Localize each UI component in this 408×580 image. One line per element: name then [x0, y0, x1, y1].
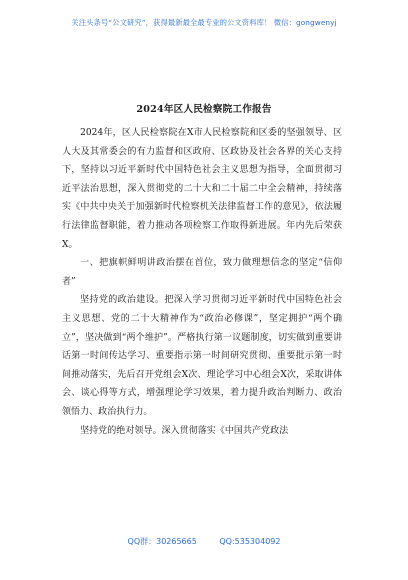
document-title: 2024年区人民检察院工作报告: [136, 104, 272, 115]
header-promo-note: 关注头条号“公文研究”，获得最新最全最专业的公文资料库！ 微信：gongwenyj: [71, 18, 337, 27]
footer-qq: QQ:535304092: [219, 537, 281, 546]
paragraph-political-building: 坚持党的政治建设。把深入学习贯彻习近平新时代中国特色社会主义思想、党的二十大精神作为“政治必修课”，坚定拥护“两个确立”，坚决做到“两个维护”。严格执行第一议题制度，切实做到重要讲话第一时间传达学习、重要指示第一时间研究贯彻、重要批示第一时间推动落实，先后召开党组会X次、理论学习中心组会X次，采取讲体会、谈心得等方式，增强理论学习效果，着力提升政治判断力、政治领悟力、政治执行力。: [62, 295, 342, 417]
footer-contact: [0, 536, 408, 547]
paragraph-intro: 2024年，区人民检察院在X市人民检察院和区委的坚强领导、区人大及其常委会的有力监督和区政府、区政协及社会各界的关心支持下，坚持以习近平新时代中国特色社会主义思想为指导，全面贯彻习近平法治思想，深入贯彻党的二十大和二十届二中全会精神，持续落实《中共中央关于加强新时代检察机关法律监督工作的意见》，依法履行法律监督职能，着力推动各项检察工作取得新进展。年内先后荣获X。: [62, 128, 342, 250]
footer-qq-group: QQ群：30265665: [127, 537, 197, 546]
section-heading: 一、把旗帜鲜明讲政治摆在首位，致力做理想信念的坚定“信仰者”: [62, 258, 342, 287]
paragraph-party-leadership: 坚持党的绝对领导。深入贯彻落实《中国共产党政法: [80, 425, 289, 436]
document-body: [62, 124, 342, 440]
